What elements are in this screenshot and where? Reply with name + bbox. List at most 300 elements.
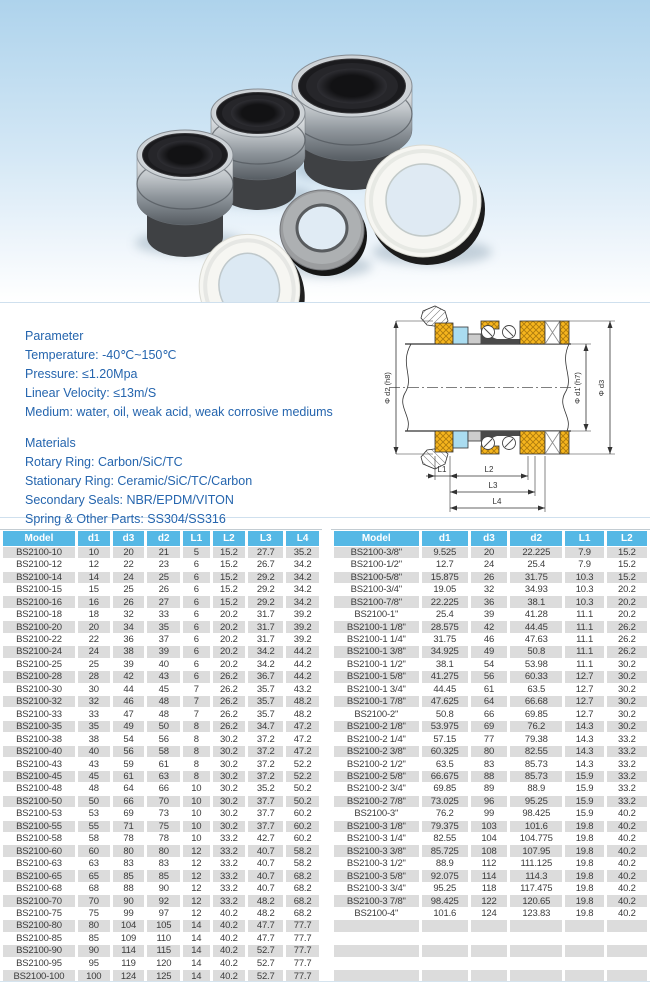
table-cell: 32 <box>78 696 110 707</box>
table-row <box>3 858 319 869</box>
table-cell: 115 <box>147 945 180 956</box>
table-cell: 30.2 <box>213 771 246 782</box>
table-cell: 41.275 <box>422 671 468 682</box>
table-cell: 39 <box>147 646 180 657</box>
seal-cross-section-diagram <box>383 303 650 517</box>
table-cell: 80 <box>471 746 507 757</box>
table-cell: 22 <box>123 559 134 571</box>
table-cell: 31.7 <box>256 609 275 621</box>
table-cell: 6 <box>193 609 199 621</box>
table-row <box>3 572 319 583</box>
table-cell: 61 <box>158 758 169 770</box>
table-cell: 60.33 <box>510 671 562 682</box>
table-row <box>3 821 319 832</box>
table-cell: 15.9 <box>565 796 603 807</box>
table-cell: 33.2 <box>213 845 246 856</box>
dim-label-l2: L2 <box>484 465 494 474</box>
table-cell: 90 <box>78 945 110 956</box>
table-cell: 79.38 <box>524 733 548 745</box>
table-cell: 10.3 <box>565 596 603 607</box>
table-cell: BS2100-70 <box>3 895 75 906</box>
table-cell: 33.2 <box>617 758 636 770</box>
table-row <box>334 808 647 819</box>
table-cell: 40.2 <box>617 808 636 820</box>
table-cell: BS2100-90 <box>3 945 75 956</box>
table-cell: 58 <box>88 833 99 845</box>
table-cell: 30.2 <box>617 708 636 720</box>
table-row <box>3 845 319 856</box>
column-header: L1 <box>565 531 603 546</box>
table-cell: 64 <box>471 696 507 707</box>
table-cell: 31.75 <box>433 633 457 645</box>
table-cell: 83 <box>483 758 495 770</box>
table-cell: 41.28 <box>524 609 548 621</box>
table-cell: 53.975 <box>422 721 468 732</box>
table-cell: BS2100-3/4" <box>350 584 402 596</box>
table-cell: 47.2 <box>293 733 312 745</box>
table-cell: 19.8 <box>565 895 603 906</box>
table-cell <box>607 945 647 956</box>
table-cell: BS2100-32 <box>3 696 75 707</box>
table-cell: 39.2 <box>286 621 319 632</box>
table-cell: 59 <box>123 758 134 770</box>
table-row <box>3 908 319 919</box>
table-cell: 35.2 <box>286 547 319 558</box>
table-cell: 14 <box>191 957 202 969</box>
table-cell: 125 <box>147 970 180 982</box>
table-cell: 35.7 <box>256 683 275 695</box>
table-cell: 14 <box>183 970 209 982</box>
table-row <box>334 696 647 707</box>
table-cell: 89 <box>483 783 495 795</box>
table-cell: 49 <box>471 646 507 657</box>
table-cell: 12 <box>191 883 202 895</box>
header-row <box>3 531 319 546</box>
table-cell: 15.9 <box>565 771 603 782</box>
table-row <box>3 646 319 657</box>
table-row <box>334 646 647 657</box>
table-cell: 44.45 <box>433 683 457 695</box>
table-cell: 39 <box>483 609 495 621</box>
table-cell: 10 <box>183 796 209 807</box>
table-cell: 12 <box>191 858 202 870</box>
table-cell: 34.2 <box>248 646 283 657</box>
table-cell: 107.95 <box>510 845 562 856</box>
product-photo <box>0 0 650 303</box>
table-cell: 78 <box>123 833 134 845</box>
empty-row <box>334 958 647 969</box>
table-row <box>334 684 647 695</box>
table-cell: 14.3 <box>575 758 594 770</box>
table-cell: BS2100-60 <box>3 845 75 856</box>
dimension-table-inch <box>331 529 650 983</box>
table-cell: 40.7 <box>256 858 275 870</box>
table-cell: 14 <box>183 920 209 931</box>
table-cell: BS2100-22 <box>16 633 62 645</box>
table-cell <box>422 920 468 931</box>
table-cell: BS2100-3 1/8" <box>334 821 419 832</box>
table-row <box>3 833 319 844</box>
table-cell: BS2100-14 <box>3 572 75 583</box>
table-cell: 55 <box>78 821 110 832</box>
table-cell: 50 <box>147 721 180 732</box>
table-cell: 80 <box>78 920 110 931</box>
table-cell: 65 <box>78 870 110 881</box>
header-row <box>334 531 647 546</box>
column-header: d3 <box>471 531 507 546</box>
table-cell <box>565 945 603 956</box>
table-cell: 101.6 <box>433 907 457 919</box>
table-cell: 15.2 <box>220 559 238 571</box>
table-cell: 66 <box>113 796 145 807</box>
table-cell: 70 <box>78 895 110 906</box>
table-cell: 90 <box>158 883 169 895</box>
table-cell: 11.1 <box>565 646 603 657</box>
table-cell: 50.8 <box>510 646 562 657</box>
column-header: L2 <box>607 531 647 546</box>
table-cell: 8 <box>183 721 209 732</box>
table-cell: 6 <box>193 633 199 645</box>
table-cell: 40.2 <box>607 845 647 856</box>
table-cell: 85 <box>113 870 145 881</box>
table-cell: 35.2 <box>256 783 275 795</box>
table-cell: 14.3 <box>565 746 603 757</box>
table-cell <box>334 958 419 969</box>
table-cell: 15.2 <box>220 584 238 596</box>
table-row <box>334 833 647 844</box>
table-row <box>3 584 319 595</box>
table-cell: 37.7 <box>248 796 283 807</box>
table-cell: 15.2 <box>607 572 647 583</box>
table-cell: 99 <box>123 907 134 919</box>
table-cell: 36 <box>123 633 134 645</box>
table-cell: 25 <box>123 584 134 596</box>
table-cell: 123.83 <box>522 907 551 919</box>
table-cell: 6 <box>183 596 209 607</box>
table-cell: 30.2 <box>607 721 647 732</box>
table-cell: 34.2 <box>293 584 312 596</box>
table-cell: 6 <box>183 646 209 657</box>
table-cell: BS2100-100 <box>3 970 75 982</box>
table-cell: 76.2 <box>510 721 562 732</box>
table-cell: 40.2 <box>213 970 246 982</box>
table-cell: 50.8 <box>435 708 454 720</box>
table-row <box>3 870 319 881</box>
empty-row <box>334 933 647 944</box>
dim-label-l4: L4 <box>492 497 502 506</box>
table-row <box>334 572 647 583</box>
table-cell: 33.2 <box>220 858 238 870</box>
table-cell: 104.775 <box>519 833 553 845</box>
table-cell: 71 <box>113 821 145 832</box>
table-cell: 27 <box>147 596 180 607</box>
table-cell: 108 <box>471 845 507 856</box>
table-cell: 47.2 <box>286 721 319 732</box>
table-cell: 25.4 <box>435 609 454 621</box>
empty-row <box>334 945 647 956</box>
table-cell: 44 <box>123 683 134 695</box>
table-cell: BS2100-1 3/8" <box>334 646 419 657</box>
table-cell: 44.2 <box>286 671 319 682</box>
table-cell: BS2100-38 <box>16 733 62 745</box>
table-cell: 77.7 <box>293 932 312 944</box>
table-cell: 33 <box>88 708 99 720</box>
table-cell: 15.2 <box>617 559 636 571</box>
parameter-block <box>25 327 333 529</box>
table-cell: 14.3 <box>565 721 603 732</box>
table-cell: 63.5 <box>435 758 454 770</box>
table-cell: 68.2 <box>286 895 319 906</box>
table-cell: 60.2 <box>286 821 319 832</box>
table-cell: 66.675 <box>422 771 468 782</box>
table-cell: BS2100-1 1/8" <box>334 621 419 632</box>
table-cell: 34.2 <box>293 559 312 571</box>
table-cell: BS2100-58 <box>16 833 62 845</box>
table-cell: 30.2 <box>220 758 238 770</box>
column-header: L2 <box>213 531 246 546</box>
table-row <box>3 547 319 558</box>
table-cell: 52.7 <box>248 945 283 956</box>
table-cell: 73.025 <box>422 796 468 807</box>
table-row <box>334 659 647 670</box>
table-row <box>334 858 647 869</box>
table-cell: 7 <box>193 683 199 695</box>
table-cell: 26.2 <box>213 721 246 732</box>
table-cell: 110 <box>156 932 171 944</box>
table-cell: 78 <box>158 833 169 845</box>
column-header: L3 <box>248 531 283 546</box>
table-cell: 119 <box>121 957 136 969</box>
table-cell: 69 <box>471 721 507 732</box>
table-cell: 104 <box>481 833 497 845</box>
table-cell: 47.625 <box>422 696 468 707</box>
table-cell: 98.425 <box>522 808 551 820</box>
table-cell: 49 <box>113 721 145 732</box>
table-cell: 118 <box>481 883 497 895</box>
table-cell: 69 <box>123 808 134 820</box>
table-cell: 45 <box>158 683 169 695</box>
table-cell: 68.2 <box>293 883 312 895</box>
table-cell: 29.2 <box>256 584 275 596</box>
table-cell: BS2100-12 <box>16 559 62 571</box>
table-cell: 37 <box>158 633 169 645</box>
table-cell: 40.2 <box>607 870 647 881</box>
parameter-title: Parameter <box>25 329 84 343</box>
table-cell: BS2100-3 3/4" <box>346 883 406 895</box>
table-row <box>3 708 319 719</box>
table-cell: BS2100-63 <box>16 858 62 870</box>
table-row <box>3 958 319 969</box>
table-cell: 30.2 <box>213 821 246 832</box>
table-cell: 20.2 <box>220 609 238 621</box>
table-cell: 6 <box>183 572 209 583</box>
table-row <box>334 758 647 769</box>
table-cell: 82.55 <box>510 746 562 757</box>
table-cell: 82.55 <box>433 833 457 845</box>
materials-line: Secondary Seals: NBR/EPDM/VITON <box>25 493 234 507</box>
table-cell: 60 <box>78 845 110 856</box>
table-cell: 66 <box>483 708 495 720</box>
table-cell: 42 <box>471 621 507 632</box>
table-cell: BS2100-1 1/4" <box>346 633 406 645</box>
table-cell: 19.05 <box>433 584 457 596</box>
column-header: Model <box>334 531 419 546</box>
table-cell: 34 <box>113 621 145 632</box>
table-cell: 68.2 <box>286 870 319 881</box>
table-cell: 88.9 <box>527 783 546 795</box>
table-cell: BS2100-16 <box>3 596 75 607</box>
table-cell <box>334 945 419 956</box>
table-cell: 40.2 <box>617 907 636 919</box>
column-header: L4 <box>286 531 319 546</box>
column-header: d1 <box>78 531 110 546</box>
table-cell: 33.2 <box>607 796 647 807</box>
table-cell: 30.2 <box>220 733 238 745</box>
table-cell: 48.2 <box>293 708 312 720</box>
bottom-divider <box>0 981 650 982</box>
table-cell: 24 <box>113 572 145 583</box>
dimension-tables-section <box>0 518 650 983</box>
parameter-line: Pressure: ≤1.20Mpa <box>25 367 138 381</box>
table-cell: 60.2 <box>293 808 312 820</box>
table-cell: BS2100-2 3/8" <box>334 746 419 757</box>
table-cell: 30.2 <box>617 683 636 695</box>
table-cell: 46 <box>113 696 145 707</box>
table-cell: 30.2 <box>607 671 647 682</box>
table-cell: 8 <box>183 746 209 757</box>
table-cell: 30.2 <box>220 808 238 820</box>
table-cell: BS2100-2 5/8" <box>334 771 419 782</box>
table-cell: 21 <box>147 547 180 558</box>
table-cell: 69.85 <box>433 783 457 795</box>
table-row <box>3 696 319 707</box>
table-cell: 7 <box>193 708 199 720</box>
table-cell: 36 <box>471 596 507 607</box>
table-row <box>3 783 319 794</box>
table-cell: 12.7 <box>565 696 603 707</box>
table-cell: 33.2 <box>607 746 647 757</box>
table-cell: 60.2 <box>293 833 312 845</box>
table-row <box>334 671 647 682</box>
table-cell: 53 <box>88 808 99 820</box>
table-row <box>334 559 647 570</box>
table-cell: 26.2 <box>220 708 238 720</box>
table-cell <box>565 933 603 944</box>
table-cell: 12.7 <box>435 559 454 571</box>
table-cell: 6 <box>193 658 199 670</box>
table-cell <box>565 958 603 969</box>
table-cell: 40.2 <box>220 907 238 919</box>
table-cell: 26 <box>113 596 145 607</box>
table-cell: BS2100-3 5/8" <box>334 870 419 881</box>
table-cell: 34.7 <box>248 721 283 732</box>
table-row <box>3 920 319 931</box>
table-cell: 83 <box>123 858 134 870</box>
table-cell: 33.2 <box>220 883 238 895</box>
table-cell: 38 <box>113 646 145 657</box>
table-cell: 52.7 <box>256 957 275 969</box>
table-cell: BS2100-50 <box>3 796 75 807</box>
table-row <box>3 883 319 894</box>
table-cell: 33.2 <box>607 771 647 782</box>
table-cell: BS2100-3" <box>354 808 399 820</box>
table-cell: 10 <box>78 547 110 558</box>
table-cell: 35 <box>78 721 110 732</box>
table-cell: 52.7 <box>248 970 283 982</box>
table-cell: 31.75 <box>510 572 562 583</box>
table-cell: 26.2 <box>220 683 238 695</box>
table-cell: 58 <box>147 746 180 757</box>
table-cell: BS2100-85 <box>16 932 62 944</box>
table-cell: 26.2 <box>617 633 636 645</box>
table-cell: 30.2 <box>213 746 246 757</box>
table-cell: BS2100-2 1/8" <box>334 721 419 732</box>
table-cell: 42 <box>113 671 145 682</box>
table-cell: 18 <box>88 609 99 621</box>
table-cell: 5 <box>183 547 209 558</box>
table-cell: 22.225 <box>422 596 468 607</box>
table-cell: 20 <box>113 547 145 558</box>
table-cell: 52.2 <box>293 758 312 770</box>
table-cell: 47.63 <box>524 633 548 645</box>
table-cell: 38.1 <box>435 658 454 670</box>
table-cell: 95 <box>88 957 99 969</box>
column-header: d3 <box>113 531 145 546</box>
table-cell: BS2100-18 <box>16 609 62 621</box>
table-cell: 47.2 <box>286 746 319 757</box>
table-cell: 15.2 <box>213 547 246 558</box>
table-cell: BS2100-3 7/8" <box>334 895 419 906</box>
table-cell: 15.875 <box>422 572 468 583</box>
table-row <box>334 584 647 595</box>
table-cell: 26.2 <box>213 696 246 707</box>
table-cell <box>471 933 507 944</box>
table-cell: 40.2 <box>220 932 238 944</box>
table-cell: 58.2 <box>286 845 319 856</box>
table-cell: 40.7 <box>256 883 275 895</box>
table-cell: 57.15 <box>433 733 457 745</box>
table-cell: 61 <box>483 683 495 695</box>
table-cell: 19.8 <box>565 845 603 856</box>
dimension-table-metric <box>0 529 322 983</box>
table-row <box>334 845 647 856</box>
table-cell: 47.7 <box>248 920 283 931</box>
table-cell: 48.2 <box>286 696 319 707</box>
table-cell: 56 <box>471 671 507 682</box>
table-cell: 39.2 <box>293 609 312 621</box>
table-cell: 26 <box>471 572 507 583</box>
table-cell: 20.2 <box>220 658 238 670</box>
table-cell: BS2100-3 1/4" <box>346 833 406 845</box>
table-cell: BS2100-2 3/4" <box>346 783 406 795</box>
table-cell: 63 <box>88 858 99 870</box>
table-cell: 29.2 <box>248 596 283 607</box>
table-cell: 31.7 <box>256 633 275 645</box>
table-cell: 20 <box>471 547 507 558</box>
table-cell <box>607 958 647 969</box>
table-cell: 85 <box>147 870 180 881</box>
table-cell: 40.2 <box>617 858 636 870</box>
table-cell: 15.2 <box>213 596 246 607</box>
table-cell: BS2100-48 <box>16 783 62 795</box>
table-cell: 10 <box>191 833 202 845</box>
table-cell: 112 <box>481 858 497 870</box>
table-cell: 44.2 <box>293 658 312 670</box>
table-cell: 77.7 <box>286 970 319 982</box>
table-cell: 19.8 <box>575 907 594 919</box>
table-cell: BS2100-20 <box>3 621 75 632</box>
table-cell: 14 <box>183 945 209 956</box>
